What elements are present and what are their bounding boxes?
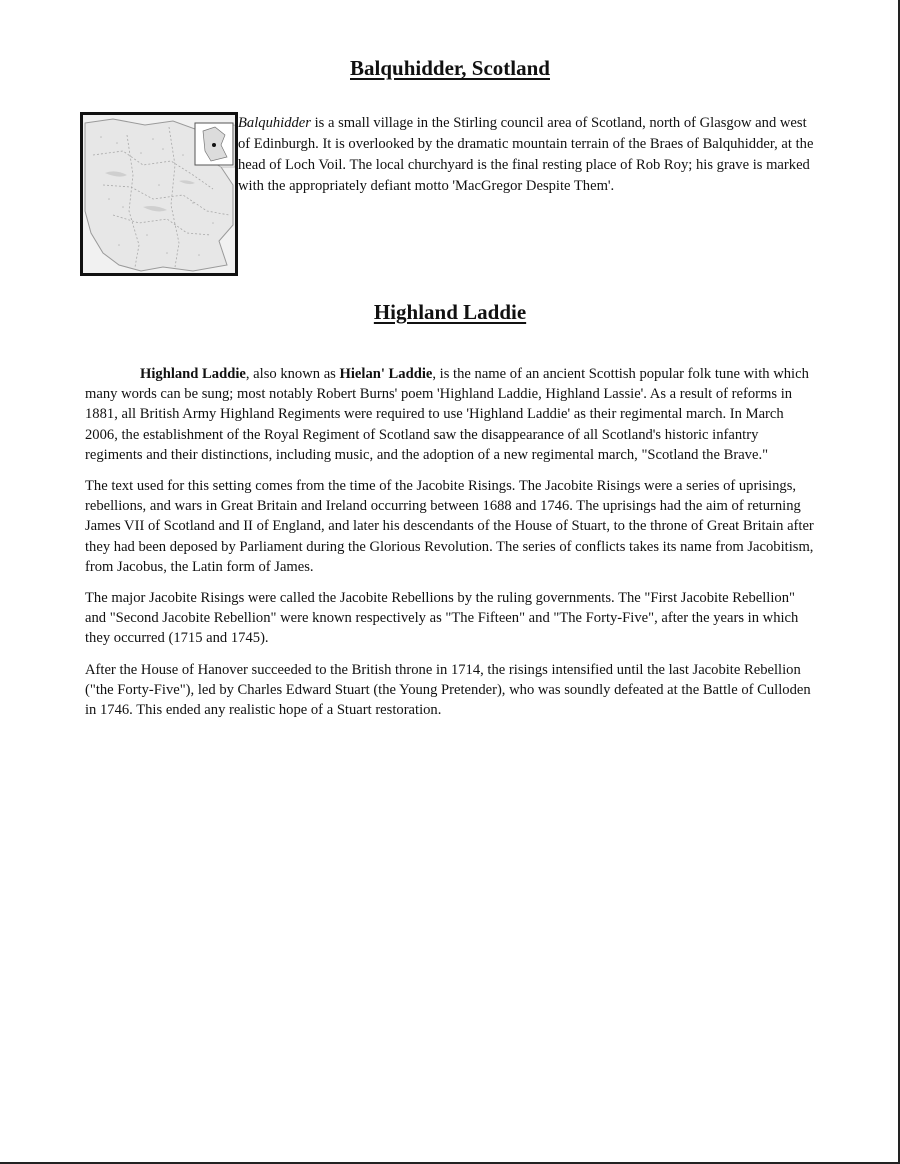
paragraph-2: The text used for this setting comes from the time of the Jacobite Risings. The Jacobite Risings were a series of uprisings, rebellions, and wars in Great Britain and Ireland occurring between 1688 and 1746. The uprisings had the aim of returning James VII of Scotland and II of England, and later his descendants of the House of Stuart, to the throne of Great Britain after they had been deposed by Parliament during the Glorious Revolution. The series of conflicts takes its name from Jacobitism, from Jacobus, the Latin form of James. <box>85 478 814 575</box>
intro-text: is a small village in the Stirling council area of Scotland, north of Glasgow and west of Edinburgh. It is overlooked by the dramatic mountain terrain of the Braes of Balquhidder, at the head of Loch Voil. The local churchyard is the final resting place of Rob Roy; his grave is marked with the appropriately defiant motto 'MacGregor Despite Them'. <box>238 115 814 194</box>
paragraph-1 <box>85 364 815 465</box>
section-title-balquhidder: Balquhidder, Scotland <box>350 56 550 80</box>
paragraph-1-text-a: , also known as <box>245 366 340 382</box>
section-title-highland-laddie: Highland Laddie <box>373 300 527 324</box>
map-image <box>80 112 238 276</box>
stirling-map-drawing <box>83 115 235 273</box>
bold-term-highland-laddie: Highland Laddie <box>140 366 246 382</box>
intro-place-name: Balquhidder <box>238 115 311 131</box>
balquhidder-description <box>238 113 818 197</box>
paragraph-3: The major Jacobite Risings were called the Jacobite Rebellions by the ruling governments. The "First Jacobite Rebellion" and "Second Jacobite Rebellion" were known respectively as "The Fifteen" and "The Forty-Five", after the years in which they occurred (1715 and 1745). <box>85 590 799 647</box>
paragraph-4: After the House of Hanover succeeded to the British throne in 1714, the risings intensified until the last Jacobite Rebellion ("the Forty-Five"), led by Charles Edward Stuart (the Young Pretender), who was soundly defeated at the Battle of Culloden in 1746. This ended any realistic hope of a Stuart restoration. <box>85 661 811 719</box>
article-body <box>85 364 815 731</box>
bold-term-hielan-laddie: Hielan' Laddie <box>339 366 433 382</box>
paragraph-1-text-b: , is the name of an ancient Scottish popular folk tune with which many words can be sung; most notably Robert Burns' poem 'Highland Laddie, Highland Lassie'. As a result of reforms in 1881, all British Army Highland Regiments were required to use 'Highland Laddie' as their regimental march. In March 2006, the establishment of the Royal Regiment of Scotland saw the disappearance of all Scotland's historic infantry regiments and their distinctions, including music, and the adoption of a new regimental march, "Scotland the Brave." <box>85 366 809 463</box>
